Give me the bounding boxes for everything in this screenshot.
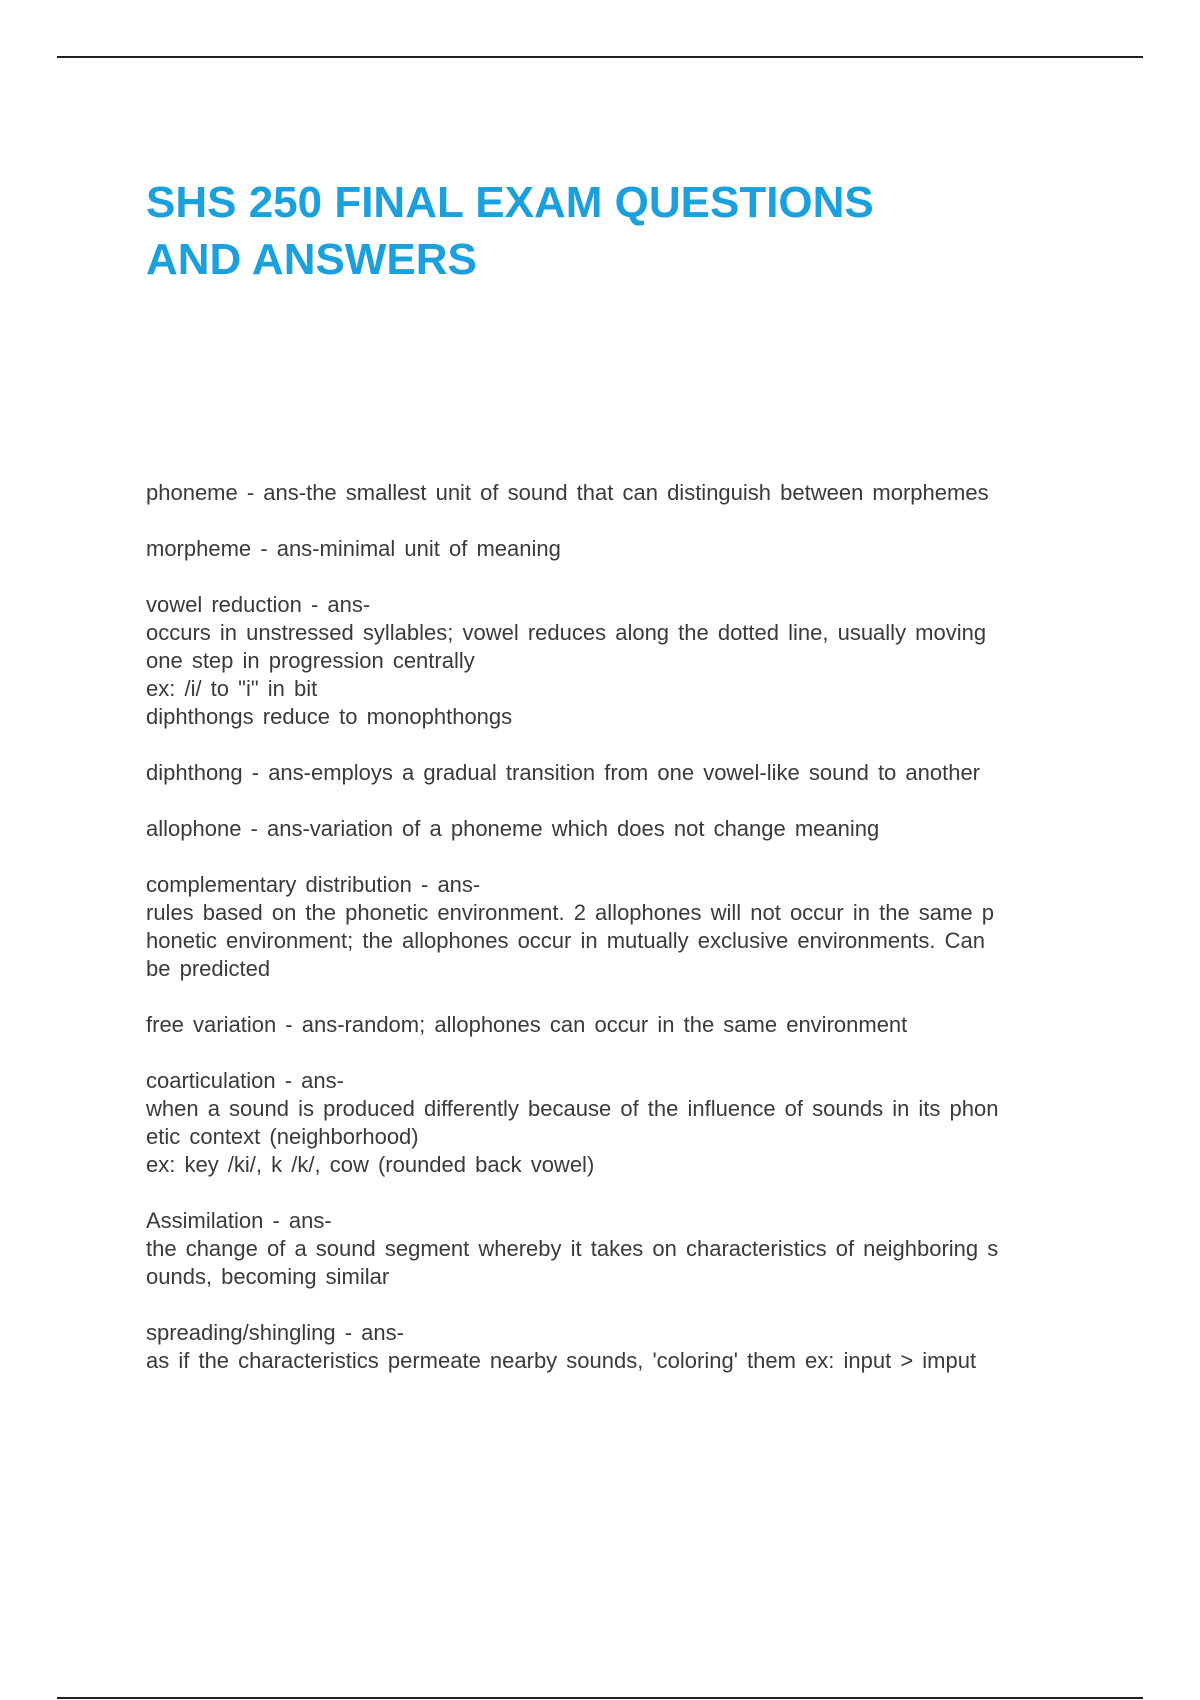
qa-line: Assimilation - ans- (146, 1208, 332, 1233)
qa-entry-coarticulation (146, 1067, 1086, 1179)
qa-line: complementary distribution - ans- (146, 872, 481, 897)
title-line: AND ANSWERS (146, 235, 477, 284)
qa-line: one step in progression centrally (146, 648, 475, 673)
qa-line: free variation - ans-random; allophones can occur in the same environment (146, 1012, 908, 1037)
qa-line: diphthong - ans-employs a gradual transition from one vowel-like sound to another (146, 760, 981, 785)
document-title (146, 174, 1106, 288)
footer-rule (57, 1697, 1143, 1699)
qa-entry-allophone (146, 815, 1086, 843)
qa-entry-spreading-shingling (146, 1319, 1086, 1375)
qa-line: morpheme - ans-minimal unit of meaning (146, 536, 561, 561)
qa-entry-free-variation (146, 1011, 1086, 1039)
qa-entry-vowel-reduction (146, 591, 1086, 731)
qa-line: as if the characteristics permeate nearby sounds, 'coloring' them ex: input > imput (146, 1348, 977, 1373)
qa-line: coarticulation - ans- (146, 1068, 344, 1093)
qa-line: etic context (neighborhood) (146, 1124, 419, 1149)
qa-line: ounds, becoming similar (146, 1264, 390, 1289)
qa-entry-morpheme (146, 535, 1086, 563)
qa-entry-complementary-distribution (146, 871, 1086, 983)
qa-line: vowel reduction - ans- (146, 592, 371, 617)
qa-entry-phoneme (146, 479, 1086, 507)
qa-line: spreading/shingling - ans- (146, 1320, 404, 1345)
qa-line: occurs in unstressed syllables; vowel reduces along the dotted line, usually moving (146, 620, 987, 645)
qa-entry-assimilation (146, 1207, 1086, 1291)
title-line: SHS 250 FINAL EXAM QUESTIONS (146, 178, 874, 227)
qa-line: ex: key /ki/, k /k/, cow (rounded back vowel) (146, 1152, 595, 1177)
qa-line: be predicted (146, 956, 271, 981)
qa-line: diphthongs reduce to monophthongs (146, 704, 513, 729)
qa-line: rules based on the phonetic environment. 2 allophones will not occur in the same p (146, 900, 994, 925)
header-rule (57, 56, 1143, 58)
qa-line: allophone - ans-variation of a phoneme which does not change meaning (146, 816, 880, 841)
qa-line: ex: /i/ to "i" in bit (146, 676, 318, 701)
qa-line: when a sound is produced differently because of the influence of sounds in its phon (146, 1096, 999, 1121)
qa-list (146, 479, 1086, 1403)
qa-line: phoneme - ans-the smallest unit of sound that can distinguish between morphemes (146, 480, 989, 505)
qa-entry-diphthong (146, 759, 1086, 787)
qa-line: honetic environment; the allophones occur in mutually exclusive environments. Can (146, 928, 985, 953)
qa-line: the change of a sound segment whereby it takes on characteristics of neighboring s (146, 1236, 999, 1261)
